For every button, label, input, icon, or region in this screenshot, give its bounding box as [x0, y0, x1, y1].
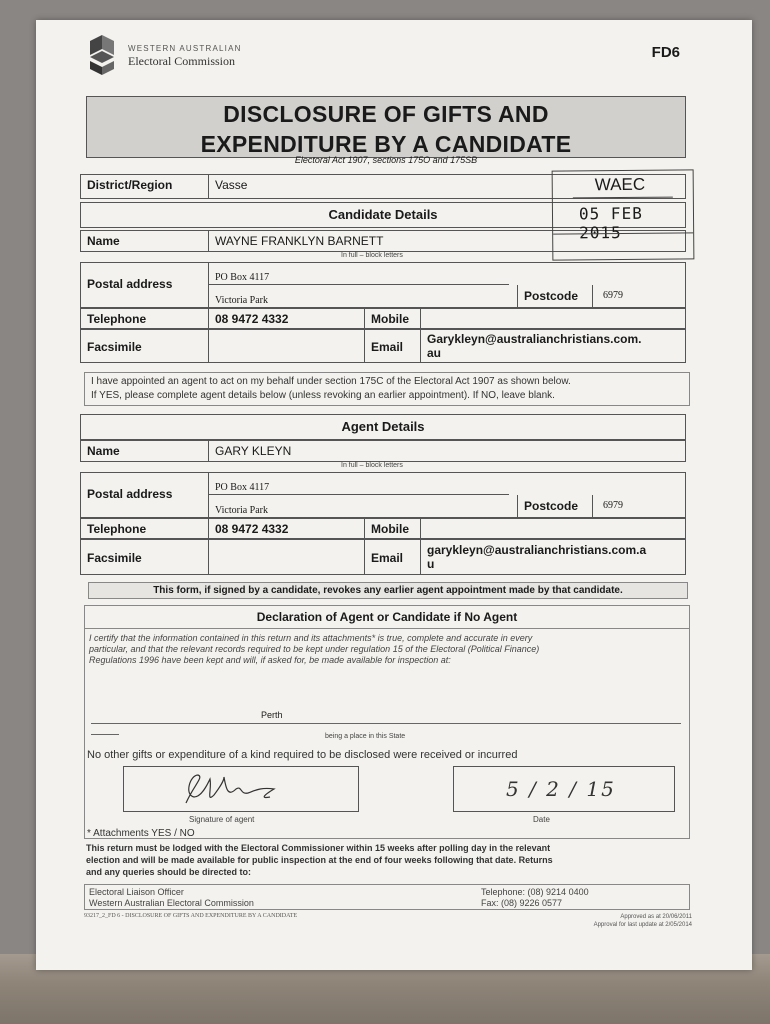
candidate-postcode-field[interactable]: 6979: [603, 290, 623, 301]
lodgement-line3: and any queries should be directed to:: [86, 867, 252, 877]
candidate-telephone-field[interactable]: 08 9472 4332: [209, 309, 365, 328]
agent-postal-row: [80, 472, 686, 518]
candidate-fax-label: Facsimile: [81, 330, 209, 362]
waec-logo-icon: [88, 35, 116, 75]
no-gifts-statement: No other gifts or expenditure of a kind required to be disclosed were received or incurred: [87, 749, 518, 761]
agent-postal-line2: Victoria Park: [215, 505, 268, 516]
contact-telephone: Telephone: (08) 9214 0400: [481, 887, 589, 897]
contact-box: [84, 884, 690, 910]
lodgement-line1: This return must be lodged with the Electoral Commissioner within 15 weeks after polling day in the relevant: [86, 843, 551, 853]
declaration-heading: Declaration of Agent or Candidate if No Agent: [85, 606, 689, 629]
form-code: FD6: [651, 44, 680, 61]
agent-fax-label: Facsimile: [81, 540, 209, 574]
agent-postal-label: Postal address: [81, 473, 209, 517]
date-label: Date: [533, 815, 550, 824]
agent-notice-line1: I have appointed an agent to act on my behalf under section 175C of the Electoral Act 1907 as shown below.: [91, 376, 571, 387]
title-box: [86, 96, 686, 158]
title-line1: DISCLOSURE OF GIFTS AND: [223, 101, 549, 127]
stamp-line1: WAEC: [594, 174, 646, 195]
agent-fax-row: [80, 539, 686, 575]
candidate-postal-label: Postal address: [81, 263, 209, 307]
agent-mobile-label: Mobile: [365, 519, 421, 538]
date-box[interactable]: [453, 766, 675, 812]
signature-box[interactable]: [123, 766, 359, 812]
agent-email-label: Email: [365, 540, 421, 574]
place-hint: being a place in this State: [325, 733, 406, 740]
candidate-name-label: Name: [81, 231, 209, 251]
stamp-divider: [573, 197, 673, 199]
candidate-phone-row: [80, 308, 686, 329]
attachments-label: * Attachments YES / NO: [87, 828, 195, 839]
agent-name-label: Name: [81, 441, 209, 461]
agent-name-hint: In full – block letters: [341, 462, 403, 469]
agent-notice: [84, 372, 690, 406]
candidate-name-field[interactable]: WAYNE FRANKLYN BARNETT: [215, 234, 384, 248]
agent-postal-line1-field[interactable]: [209, 473, 509, 495]
approval-info: [594, 913, 692, 929]
candidate-email-line1: Garykleyn@australianchristians.com.: [427, 332, 642, 346]
org-name-line1: WESTERN AUSTRALIAN: [128, 44, 242, 53]
date-value: 5 / 2 / 15: [506, 777, 616, 801]
contact-officer: Electoral Liaison Officer: [89, 887, 184, 897]
agent-postal-line2-field[interactable]: [209, 495, 519, 517]
agent-telephone-field[interactable]: 08 9472 4332: [209, 519, 365, 538]
candidate-postal-row: [80, 262, 686, 308]
candidate-details-heading: Candidate Details: [80, 202, 686, 228]
place-value: Perth: [261, 710, 283, 720]
agent-email-line1: garykleyn@australianchristians.com.a: [427, 543, 647, 557]
contact-org: Western Australian Electoral Commission: [89, 898, 254, 908]
org-name-line2: Electoral Commission: [128, 54, 235, 68]
candidate-postal-line1-field[interactable]: [209, 263, 509, 285]
act-reference: Electoral Act 1907, sections 175O and 175SB: [294, 155, 478, 165]
agent-email-line2: u: [427, 557, 435, 571]
stamp-line2: 05 FEB 2015: [578, 203, 643, 243]
candidate-mobile-field[interactable]: [421, 309, 685, 328]
agent-mobile-field[interactable]: [421, 519, 685, 538]
candidate-name-hint: In full – block letters: [341, 252, 403, 259]
agent-details-heading: Agent Details: [80, 414, 686, 440]
candidate-postal-line2-field[interactable]: [209, 285, 519, 307]
lodgement-text: [86, 842, 692, 878]
agent-notice-line2: If YES, please complete agent details below (unless revoking an earlier appointment). If NO, leave blank.: [91, 390, 555, 401]
agent-phone-row: [80, 518, 686, 539]
candidate-postal-line1: PO Box 4117: [215, 272, 270, 283]
candidate-telephone-label: Telephone: [81, 309, 209, 328]
lodgement-line2: election and will be made available for public inspection at the end of four weeks following that date. Returns: [86, 855, 553, 865]
candidate-email-line2: au: [427, 346, 442, 360]
district-value[interactable]: Vasse: [215, 178, 248, 192]
candidate-mobile-label: Mobile: [365, 309, 421, 328]
candidate-email-field[interactable]: [421, 330, 685, 362]
candidate-postcode-label: Postcode: [517, 285, 593, 307]
last-update-date: Approval for last update at 2/05/2014: [593, 922, 692, 928]
agent-name-field[interactable]: GARY KLEYN: [215, 444, 292, 458]
contact-fax: Fax: (08) 9226 0577: [481, 898, 563, 908]
agent-postcode-label: Postcode: [517, 495, 593, 517]
candidate-email-label: Email: [365, 330, 421, 362]
agent-telephone-label: Telephone: [81, 519, 209, 538]
signature-label: Signature of agent: [189, 815, 255, 824]
agent-postal-line1: PO Box 4117: [215, 482, 270, 493]
agent-postcode-field[interactable]: 6979: [603, 500, 623, 511]
approved-date: Approved as at 20/06/2011: [620, 914, 692, 920]
form-sheet: [36, 20, 752, 970]
agent-signature-icon: [124, 767, 360, 813]
declaration-text: [85, 629, 689, 670]
agent-fax-field[interactable]: [209, 540, 365, 574]
revoke-note: This form, if signed by a candidate, revokes any earlier agent appointment made by that candidate.: [88, 582, 688, 599]
place-short-line: [91, 734, 119, 735]
agent-email-field[interactable]: [421, 540, 685, 574]
candidate-fax-row: [80, 329, 686, 363]
candidate-fax-field[interactable]: [209, 330, 365, 362]
declaration-box: [84, 605, 690, 839]
place-line[interactable]: [91, 710, 681, 724]
candidate-postal-line2: Victoria Park: [215, 295, 268, 306]
agent-name-row: [80, 440, 686, 462]
declaration-text-line3: Regulations 1996 have been kept and will, if asked for, be made available for inspection at:: [89, 655, 451, 665]
received-stamp: [552, 169, 695, 260]
district-label: District/Region: [81, 175, 209, 198]
declaration-text-line1: I certify that the information contained in this return and its attachments* is true, complete and accurate in every: [89, 633, 533, 643]
declaration-text-line2: particular, and that the relevant records required to be kept under regulation 15 of the Electoral (Political Finance): [89, 644, 540, 654]
title-line2: EXPENDITURE BY A CANDIDATE: [200, 131, 572, 157]
doc-reference: 93217_2_FD 6 - DISCLOSURE OF GIFTS AND EXPENDITURE BY A CANDIDATE: [84, 913, 298, 919]
